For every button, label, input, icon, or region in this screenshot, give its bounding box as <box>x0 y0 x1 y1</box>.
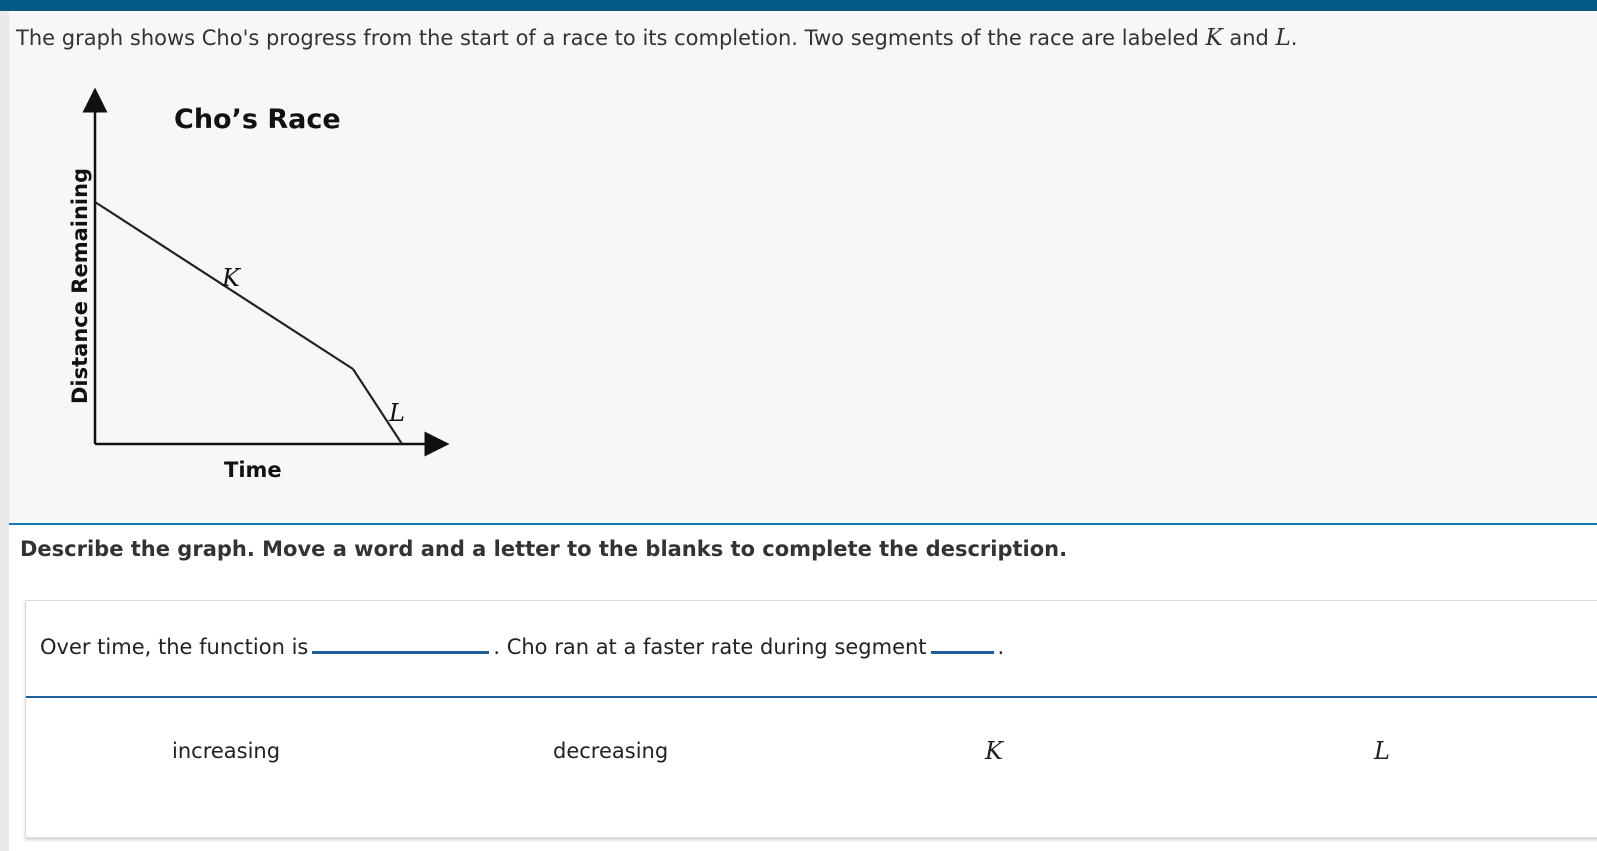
x-axis-label: Time <box>224 458 282 482</box>
stimulus-text-start: The graph shows Cho's progress from the start of a race to its completion. Two segments of the race are labeled <box>16 26 1206 50</box>
choice-l[interactable]: L <box>1374 737 1390 765</box>
stimulus-panel <box>9 11 1597 523</box>
segment-l-label: L <box>389 399 405 427</box>
choices-divider <box>26 696 1597 698</box>
question-prompt: Describe the graph. Move a word and a letter to the blanks to complete the description. <box>20 537 1068 561</box>
segment-k-label: K <box>222 264 240 292</box>
stimulus-text-end: . <box>1290 26 1298 50</box>
word-drop-blank[interactable] <box>312 625 489 654</box>
y-axis-label: Distance Remaining <box>68 167 92 404</box>
sentence-part-1: Over time, the function is <box>40 635 309 659</box>
description-sentence <box>40 625 1004 659</box>
stimulus-var-l: L <box>1275 25 1291 51</box>
choice-decreasing[interactable]: decreasing <box>553 739 669 763</box>
header-bar <box>0 0 1597 11</box>
chart-title: Cho’s Race <box>174 104 341 135</box>
sentence-part-2: . Cho ran at a faster rate during segment <box>493 635 927 659</box>
stimulus-var-k: K <box>1205 25 1223 51</box>
choice-increasing[interactable]: increasing <box>172 739 281 763</box>
race-graph <box>49 86 509 506</box>
section-divider <box>9 523 1597 525</box>
response-card <box>25 600 1597 838</box>
letter-drop-blank[interactable] <box>931 625 994 654</box>
stimulus-text <box>16 25 1297 51</box>
left-rail <box>0 11 9 851</box>
choice-k[interactable]: K <box>985 737 1003 765</box>
sentence-part-3: . <box>997 635 1005 659</box>
stimulus-text-mid: and <box>1222 26 1276 50</box>
